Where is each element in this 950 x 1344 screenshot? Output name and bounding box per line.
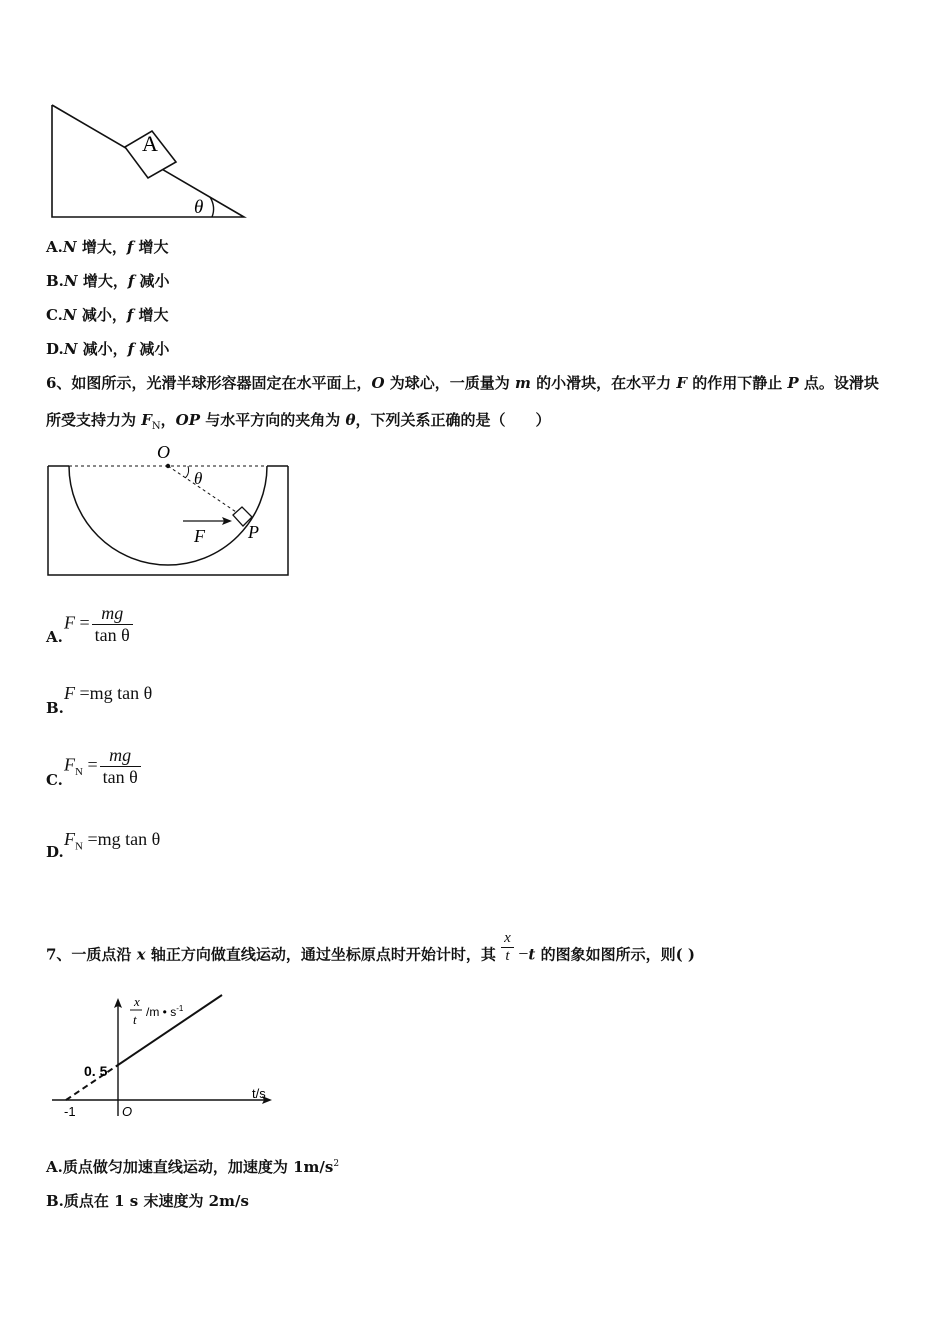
q5-option-d[interactable]: D.N 减小，f 减小 bbox=[46, 340, 170, 358]
container-outline bbox=[48, 466, 288, 575]
label-f: F bbox=[194, 526, 205, 546]
x-label: t/s bbox=[252, 1086, 266, 1101]
y-label-den: t bbox=[133, 1012, 137, 1027]
incline-block-label: A bbox=[142, 131, 158, 156]
q7-option-b[interactable]: B.质点在 1 s 末速度为 2m/s bbox=[46, 1192, 249, 1210]
q7-series bbox=[66, 995, 222, 1100]
y-label-unit: /m • $s^{-1}$ bbox=[146, 1004, 184, 1019]
incline-angle-arc bbox=[210, 197, 214, 217]
y-label-num: x bbox=[134, 994, 140, 1009]
q5-option-b[interactable]: B.N 增大，f 减小 bbox=[46, 272, 170, 290]
q7-xt-chart bbox=[40, 990, 280, 1125]
q7-stem: 7、一质点沿 x 轴正方向做直线运动，通过坐标原点时开始计时，其 $\frac{x}{t}$ −t 的图象如图所示，则( ) bbox=[46, 930, 695, 964]
q5-option-a[interactable]: A.N 增大，f 增大 bbox=[46, 238, 169, 256]
q6-stem-line2: 所受支持力为 $F_N$，OP 与水平方向的夹角为 θ，下列关系正确的是（ ） bbox=[46, 411, 551, 432]
label-theta: θ bbox=[194, 469, 203, 488]
radius-op-dashed bbox=[168, 466, 242, 516]
incline-figure bbox=[40, 95, 255, 225]
label-o: O bbox=[157, 442, 170, 462]
x-tick-label: -1 bbox=[64, 1104, 76, 1119]
q5-option-c[interactable]: C.N 减小，f 增大 bbox=[46, 306, 169, 324]
q7-option-a[interactable]: A.质点做匀加速直线运动，加速度为 $1m/s^2$ bbox=[46, 1158, 340, 1176]
incline-angle-label: θ bbox=[194, 197, 204, 218]
origin-label: O bbox=[122, 1104, 133, 1119]
theta-arc bbox=[185, 466, 189, 478]
y-tick-label: 0. 5 bbox=[84, 1063, 108, 1079]
label-p: P bbox=[248, 522, 259, 542]
q6-stem-line1: 6、如图所示，光滑半球形容器固定在水平面上，O 为球心，一质量为 m 的小滑块，在水平力 F 的作用下静止 P 点。设滑块 bbox=[46, 374, 879, 392]
hemisphere-figure bbox=[40, 438, 300, 583]
